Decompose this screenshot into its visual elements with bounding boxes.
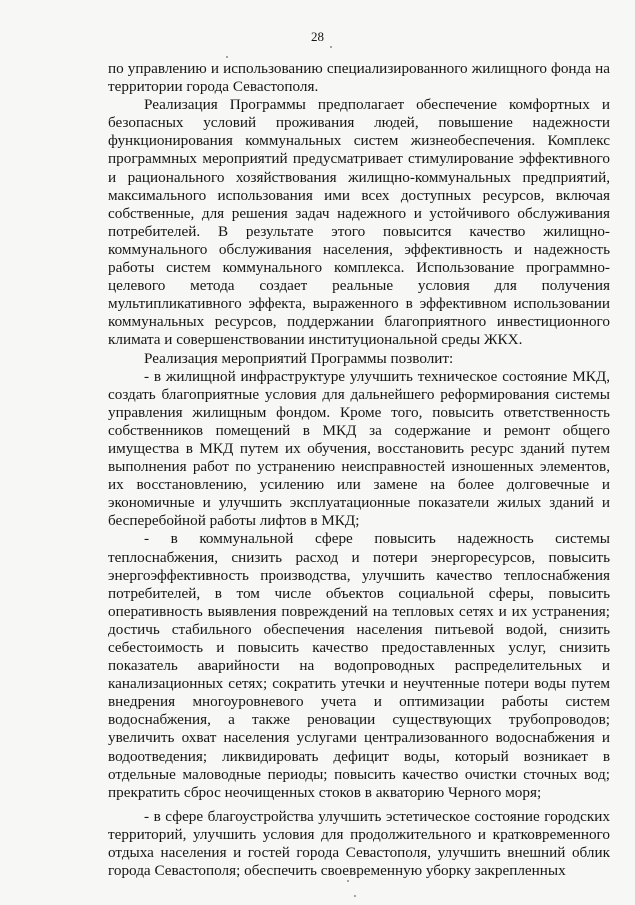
paragraph-measures-intro: Реализация мероприятий Программы позволит: xyxy=(144,349,454,367)
document-body xyxy=(108,60,610,880)
scan-speck xyxy=(330,46,332,48)
page-number: 28 xyxy=(311,29,324,44)
scan-speck xyxy=(226,56,228,58)
list-item-communal: - в коммунальной сфере повысить надежность системы теплоснабжения, снизить расход и потери энергоресурсов, повысить энергоэффективность производства, улучшить качество теплоснабжения потребителей, в том числе объектов социальной сферы, повысить оперативность выявления повреждений на тепловых сетях и их устранения; достичь стабильного обеспечения населения питьевой водой, снизить себестоимость и повысить качество предоставленных услуг, снизить показатель аварийности на водопроводных распределительных и канализационных сетях; сократить утечки и неучтенные потери воды путем внедрения многоуровневого учета и оптимизации работы систем водоснабжения, а также реновации существующих трубопроводов; увеличить охват населения услугами централизованного водоснабжения и водоотведения; ликвидировать дефицит воды, который возникает в отдельные маловодные периоды; повысить качество очистки сточных вод; прекратить сброс неочищенных стоков в акваторию Черного моря; xyxy=(108,530,610,801)
list-item-housing: - в жилищной инфраструктуре улучшить техническое состояние МКД, создать благоприятные условия для дальнейшего реформирования системы управления жилищным фондом. Кроме того, повысить ответственность собственников помещений в МКД за содержание и ремонт общего имущества в МКД путем их обучения, восстановить ресурс зданий путем выполнения работ по устранению неисправностей изношенных элементов, их восстановлению, усилению или замене на более долговечные и экономичные и улучшить эксплуатационные показатели жилых зданий и бесперебойной работы лифтов в МКД; xyxy=(108,367,610,530)
scan-speck xyxy=(354,895,356,897)
paragraph-program-implementation: Реализация Программы предполагает обеспечение комфортных и безопасных условий проживания людей, повышение надежности функционирования коммунальных систем жизнеобеспечения. Комплекс программных мероприятий предусматривает стимулирование эффективного и рационального хозяйствования жилищно-коммунальных предприятий, максимального использования ими всех доступных ресурсов, включая собственные, для решения задач надежного и устойчивого обслуживания потребителей. В результате этого повысится качество жилищно-коммунального обслуживания населения, эффективность и надежность работы систем коммунального комплекса. Использование программно-целевого метода создает реальные условия для получения мультипликативного эффекта, выраженного в эффективном использовании коммунальных ресурсов, поддержании благоприятного инвестиционного климата и совершенствовании институциональной среды ЖКХ. xyxy=(108,96,610,349)
paragraph-continuation: по управлению и использованию специализированного жилищного фонда на территории города Севастополя. xyxy=(108,60,610,96)
scan-speck xyxy=(347,880,349,882)
list-item-landscaping: - в сфере благоустройства улучшить эстетическое состояние городских территорий, улучшить условия для продолжительного и кратковременного отдыха населения и гостей города Севастополя, улучшить внешний облик города Севастополя; обеспечить своевременную уборку закрепленных xyxy=(108,807,610,880)
